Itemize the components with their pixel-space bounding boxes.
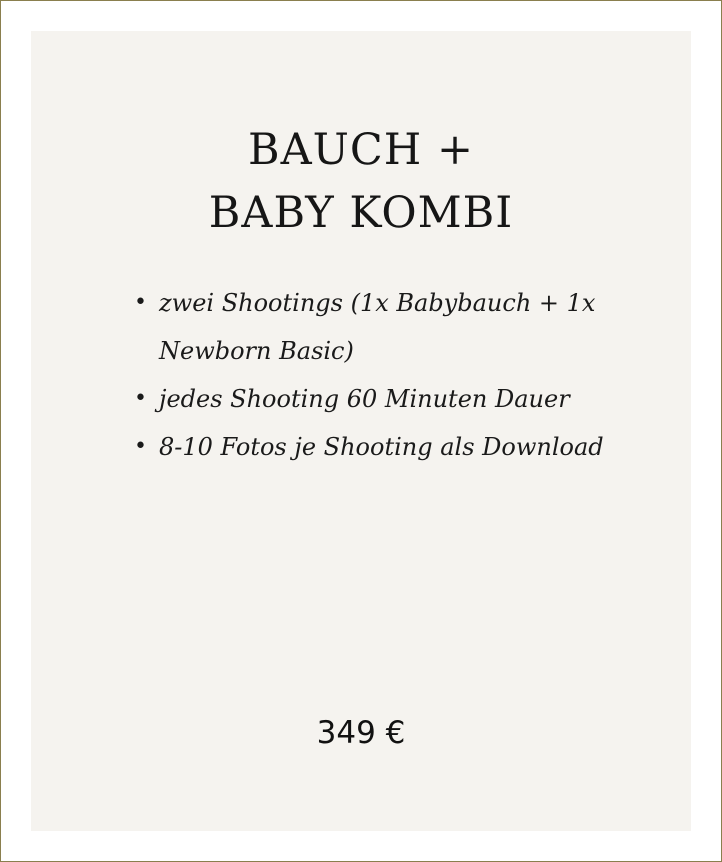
bullet-icon: •	[134, 290, 147, 315]
bullet-icon: •	[134, 434, 147, 459]
feature-text: 8-10 Fotos je Shooting als Download	[159, 433, 604, 461]
package-card	[31, 31, 691, 831]
feature-text: zwei Shootings (1x Babybauch + 1x Newborn Basic)	[159, 289, 596, 365]
feature-text: jedes Shooting 60 Minuten Dauer	[159, 385, 570, 413]
bullet-icon: •	[134, 386, 147, 411]
package-title-line-1: BAUCH +	[248, 125, 474, 175]
package-title-line-2: BABY KOMBI	[208, 188, 514, 238]
feature-item	[134, 279, 639, 375]
feature-list	[134, 279, 639, 471]
package-price: 349 €	[316, 715, 406, 751]
feature-item	[134, 375, 639, 423]
feature-item	[134, 423, 639, 471]
package-title	[31, 119, 691, 245]
